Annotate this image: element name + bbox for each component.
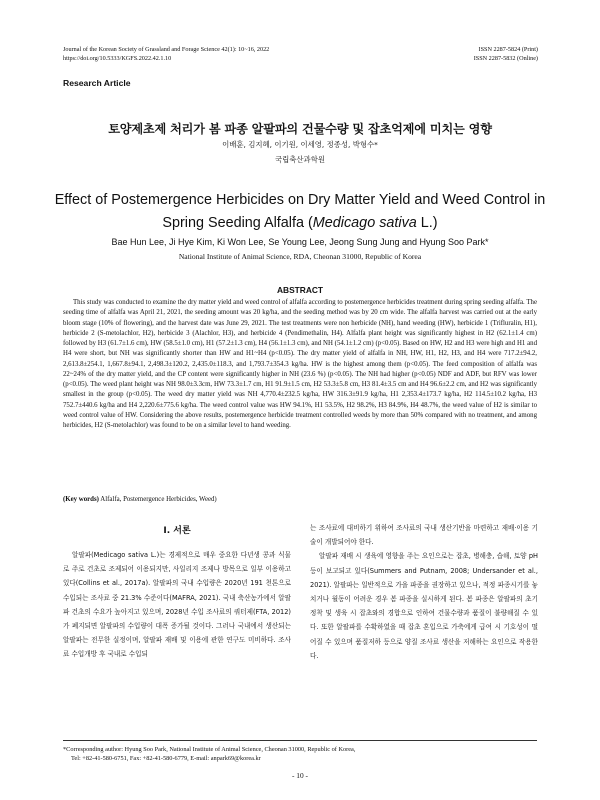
title-english-line1: Effect of Postemergence Herbicides on Dry Matter Yield and Weed Control in (54, 192, 546, 208)
footnote-divider (63, 740, 537, 741)
title-korean: 토양제초제 처리가 봄 파종 알팔파의 건물수량 및 잡초억제에 미치는 영향 (108, 122, 492, 136)
issn-block (474, 45, 538, 63)
institution-korean: 국립축산과학원 (275, 155, 325, 164)
keywords (63, 496, 537, 503)
abstract-text: This study was conducted to examine the dry matter yield and weed control of alfalfa according to postemergence herbicides treatment during spring seeding alfalfa. The seeding time of alfalfa was April 21, 2021, the seeding amount was 20 kg/ha, and the seeding method was by 20 cm wide. The alfalfa harvest was carried out at the early bloom stage (10% of flowering), and the harvest date was June 29, 2021. The test treatments were non herbicide (NH), hand weeding (HW), herbicide 1 (Trifluralin, H1), herbicide 2 (S-metolachlor, H2), herbicide 3 (Alachlor, H3), and herbicide 4 (Pendimethalin, H4). Alfalfa plant height was significantly highest in H2 (62.1±1.4 cm) followed by H3 (61.7±1.6 cm), HW (58.5±1.0 cm), H1 (57.2±1.3 cm), H4 (56.1±1.3 cm), and NH (54.1±1.2 cm) (p<0.05). Based on HW, H2 and H3 were high and H1 and H4 were short, but NH was significantly shorter than HW and H1~H4 (p<0.05). The dry matter yield of alfalfa in NH, HW, H1, H2, H3, and H4 were 717.2±94.2, 2,613.8±254.1, 1,667.8±94.1, 2,498.3±120.2, 2,435.0±118.3, and 1,793.7±354.3 kg/ha. HW is the highest among them (p<0.05). The feed composition of alfalfa was 22~24% of the dry matter yield, and the CP content were significantly higher in NH (23.6 %) (p<0.05). The NH had higher (p<0.05) NDF and ADF, but RFV was lower (p<0.05). The weed plant height was NH 98.0±3.3cm, HW 73.3±1.7 cm, H1 91.9±1.5 cm, H2 53.3±5.8 cm, H3 81.4±3.5 cm and H4 96.6±2.2 cm, and H2 was significantly smallest in the group (p<0.05). The weed dry matter yield was NH 4,770.4±232.5 kg/ha, HW 316.3±91.9 kg/ha, H1 2,353.4±173.7 kg/ha, H2 114.5±10.2 kg/ha, H3 752.7±440.6 kg/ha and H4 2,220.6±775.6 kg/ha. The weed control value was HW 94.1%, H1 53.5%, H2 98.2%, H3 84.9%, H4 48.7%, the weed value of H2 is similar to weed control value of HW. Considering the above results, postemergence herbicide treatment controlled weeds by more than 50% compared with no treatment, and among herbicides, H2 (S-metolachlor) was found to be on a similar level to hand weeding. (63, 299, 537, 429)
keywords-text: Alfalfa, Postemergence Herbicides, Weed) (98, 496, 217, 503)
doi-link[interactable]: https://doi.org/10.5333/KGFS.2022.42.1.10 (63, 55, 172, 62)
species-name: Medicago sativa (312, 215, 417, 231)
institution-english: National Institute of Animal Science, RDA, Cheonan 31000, Republic of Korea (178, 252, 422, 261)
issn-print: ISSN 2287-5824 (Print) (478, 46, 538, 53)
title-english (0, 189, 600, 235)
authors-english: Bae Hun Lee, Ji Hye Kim, Ki Won Lee, Se Young Lee, Jeong Sung Jung and Hyung Soo Park* (111, 237, 489, 247)
corresponding-author-footnote (63, 745, 537, 764)
intro-paragraph-1: 알팔파(Medicago sativa L.)는 경제적으로 매우 중요한 다년생 콩과 식물로 주로 건초로 조제되어 이용되지만, 사일리지 조제나 방목으로 일부 이용하고 있다(Collins et al., 2017a). 알팔파의 국내 수입량은 2020년 191 천톤으로 수입되는 조사료 중 21.3% 수준이다(MAFRA, 2021). 국내 축산농가에서 알팔파 건초의 수요가 높아지고 있으며, 2028년 수입 조사료의 쿼터제(FTA, 2012)가 폐지되면 알팔파의 수입량이 대폭 증가될 것이다. 그러나 국내에서 생산되는 알팔파는 전무한 실정이며, 알팔파 재배 및 이용에 관한 연구도 미비하다. 조사료 수입개방 후 국내로 수입되 (63, 551, 291, 659)
journal-name-line: Journal of the Korean Society of Grassland and Forage Science 42(1): 10~16, 2022 (63, 46, 270, 53)
body-right-column (310, 521, 538, 663)
title-english-line2-prefix: Spring Seeding Alfalfa ( (162, 215, 313, 231)
abstract-heading: ABSTRACT (276, 285, 324, 295)
intro-paragraph-2: 알팔파 재배 시 생육에 영향을 주는 요인으로는 잡초, 병해충, 습해, 토양 pH 등이 보고되고 있다(Summers and Putnam, 2008; Undersander et al., 2021). 알팔파는 일반적으로 가을 파종을 권장하고 있으나, 적정 파종시기를 놓치거나 월동이 어려운 경우 봄 파종을 실시하게 된다. 봄 파종은 알팔파의 초기 정착 및 생육 시 잡초와의 경합으로 인하여 건물수량과 품질이 불량해질 수 있다. 또한 알팔파를 수확하였을 때 잡초 혼입으로 가축에게 급여 시 기호성이 떨어질 수 있으며 품질저하 등으로 양질 조사료 생산을 저해하는 요인으로 작용한다. (310, 552, 538, 660)
authors-korean: 이배훈, 김지혜, 이기원, 이세영, 정종성, 박형수* (222, 140, 378, 149)
issn-online: ISSN 2287-5832 (Online) (473, 55, 538, 62)
body-left-column (63, 524, 291, 662)
article-type-label: Research Article (63, 78, 131, 88)
intro-paragraph-1-cont: 는 조사료에 대비하기 위하여 조사료의 국내 생산기반을 마련하고 재배·이용 기술이 개발되어야 한다. (310, 524, 538, 547)
footnote-line-1: *Corresponding author: Hyung Soo Park, National Institute of Animal Science, Cheonan 31000, Republic of Korea, (63, 746, 356, 753)
keywords-label: (Key words) (63, 496, 99, 503)
title-english-line2-suffix: L.) (416, 215, 438, 231)
section-title-introduction: Ⅰ. 서론 (163, 526, 191, 536)
journal-citation (63, 45, 269, 63)
footnote-line-2: Tel: +82-41-580-6751, Fax: +82-41-580-6779, E-mail: anpark69@korea.kr (71, 755, 261, 763)
page-number: - 10 - (291, 771, 308, 780)
title-english-line2 (0, 212, 600, 235)
